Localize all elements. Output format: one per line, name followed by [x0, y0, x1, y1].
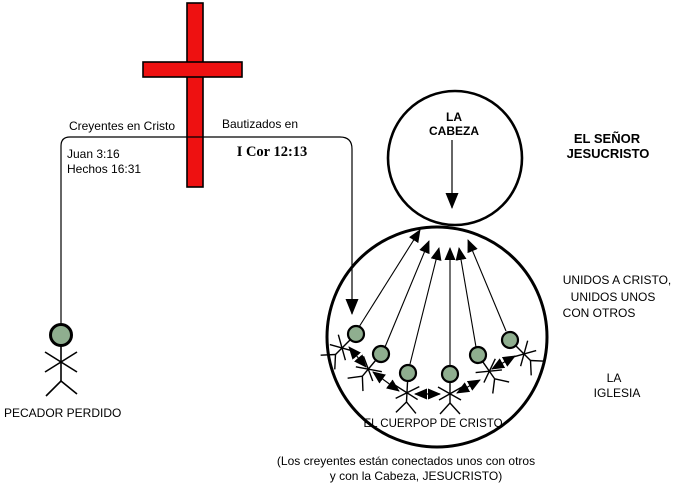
label-la-cabeza-line1: LA — [446, 110, 462, 124]
label-la-iglesia-line2: IGLESIA — [593, 386, 641, 400]
cross-horizontal-bar — [143, 62, 242, 77]
label-bautizados-en: Bautizados en — [221, 117, 299, 131]
union-with-christ-arrows — [359, 230, 506, 365]
label-referencia-bautismo: I Cor 12:13 — [236, 144, 308, 160]
mutual-arrow — [373, 372, 399, 391]
mutual-arrow — [457, 380, 480, 393]
label-la-cabeza-line2: CABEZA — [429, 124, 479, 138]
believer-head — [467, 344, 489, 366]
label-unidos-line2: UNIDOS UNOS — [570, 290, 656, 304]
union-arrow — [385, 241, 429, 347]
believer-head — [442, 366, 458, 382]
union-arrow — [468, 240, 506, 331]
label-unidos-line3: CON OTROS — [562, 306, 636, 320]
union-arrow — [459, 248, 476, 347]
label-pecador-perdido: PECADOR PERDIDO — [4, 406, 122, 420]
believer-figure — [438, 366, 462, 414]
cross-icon — [143, 3, 242, 187]
label-unidos-line1: UNIDOS A CRISTO, — [562, 273, 672, 287]
cross-vertical-bar — [187, 3, 203, 187]
caption-line1: (Los creyentes están conectados unos con otros — [276, 454, 536, 468]
sinner-figure — [45, 325, 77, 397]
label-referencia-hechos: Hechos 16:31 — [67, 162, 142, 176]
believer-figure — [464, 342, 511, 395]
believer-head — [370, 343, 393, 366]
label-referencia-juan: Juan 3:16 — [67, 147, 120, 161]
union-arrow — [410, 248, 439, 364]
label-el-senor-line1: EL SEÑOR — [573, 131, 641, 146]
believer-head — [400, 365, 417, 382]
sinner-head — [51, 325, 72, 346]
label-creyentes-en-cristo: Creyentes en Cristo — [68, 119, 176, 133]
believer-figure — [496, 326, 547, 377]
label-el-senor-line2: JESUCRISTO — [566, 146, 650, 161]
believer-figure — [346, 340, 395, 392]
believer-figure — [394, 364, 420, 413]
union-arrow — [359, 230, 420, 327]
label-cuerpo-de-cristo: EL CUERPOP DE CRISTO — [363, 418, 503, 430]
label-la-iglesia-line1: LA — [606, 371, 622, 385]
caption-line2: y con la Cabeza, JESUCRISTO) — [329, 469, 503, 483]
